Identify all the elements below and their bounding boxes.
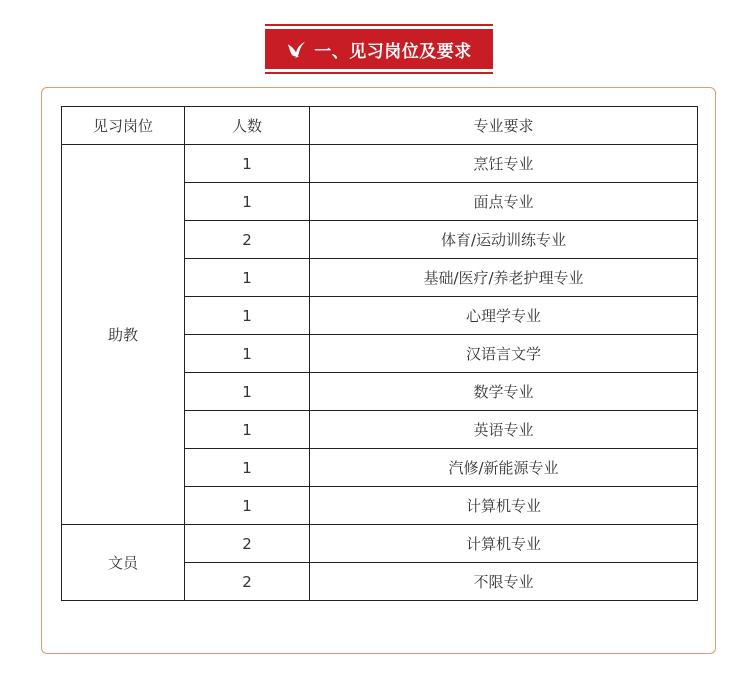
- count-cell: 1: [185, 487, 310, 525]
- count-cell: 1: [185, 411, 310, 449]
- major-cell: 计算机专业: [310, 487, 698, 525]
- header-major: 专业要求: [310, 107, 698, 145]
- section-banner: [265, 24, 493, 76]
- count-cell: 1: [185, 145, 310, 183]
- table-header-row: [62, 107, 698, 145]
- count-cell: 1: [185, 449, 310, 487]
- major-cell: 心理学专业: [310, 297, 698, 335]
- count-cell: 1: [185, 373, 310, 411]
- major-cell: 基础/医疗/养老护理专业: [310, 259, 698, 297]
- bird-icon: [286, 38, 308, 60]
- count-cell: 1: [185, 259, 310, 297]
- position-cell: 助教: [62, 145, 185, 525]
- major-cell: 数学专业: [310, 373, 698, 411]
- banner-box: [265, 29, 493, 69]
- positions-table: [61, 106, 698, 601]
- major-cell: 烹饪专业: [310, 145, 698, 183]
- count-cell: 1: [185, 297, 310, 335]
- major-cell: 计算机专业: [310, 525, 698, 563]
- header-position: 见习岗位: [62, 107, 185, 145]
- count-cell: 1: [185, 335, 310, 373]
- table-row: [62, 525, 698, 563]
- banner-bottom-rule: [265, 72, 493, 74]
- count-cell: 2: [185, 563, 310, 601]
- major-cell: 汽修/新能源专业: [310, 449, 698, 487]
- major-cell: 汉语言文学: [310, 335, 698, 373]
- count-cell: 2: [185, 221, 310, 259]
- major-cell: 英语专业: [310, 411, 698, 449]
- count-cell: 2: [185, 525, 310, 563]
- header-count: 人数: [185, 107, 310, 145]
- position-cell: 文员: [62, 525, 185, 601]
- count-cell: 1: [185, 183, 310, 221]
- major-cell: 面点专业: [310, 183, 698, 221]
- table-row: [62, 145, 698, 183]
- major-cell: 不限专业: [310, 563, 698, 601]
- banner-top-rule: [265, 24, 493, 26]
- section-title: 一、见习岗位及要求: [314, 41, 472, 62]
- major-cell: 体育/运动训练专业: [310, 221, 698, 259]
